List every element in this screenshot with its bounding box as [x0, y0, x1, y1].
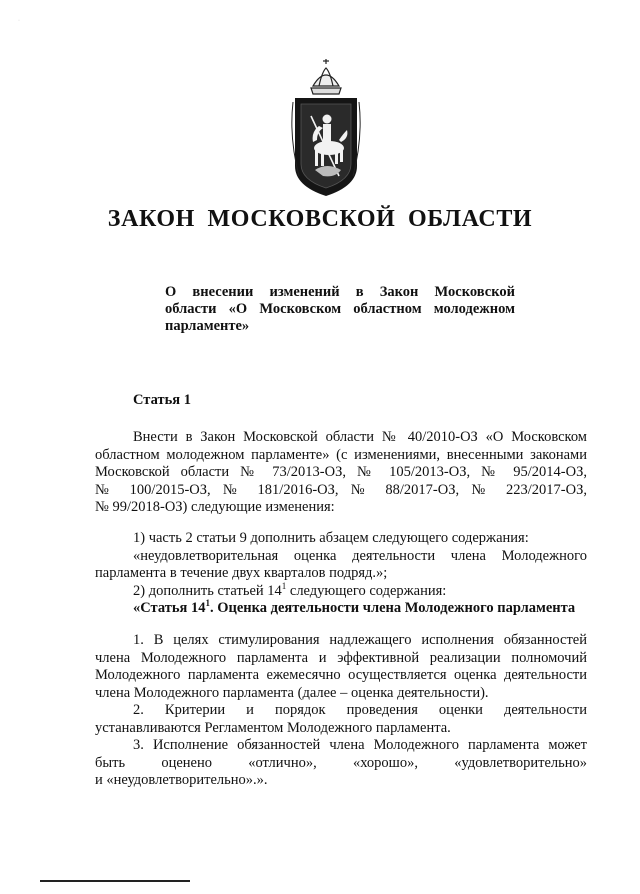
item-2-prefix: 2) дополнить статьей 14 [133, 582, 282, 599]
subtitle-line: области «О Московском областном молодежном [165, 301, 515, 317]
law-title: ЗАКОН МОСКОВСКОЙ ОБЛАСТИ [107, 206, 533, 232]
text-line: 1) часть 2 статьи 9 дополнить абзацем следующего содержания: [133, 530, 529, 546]
footer-rule [40, 880, 190, 882]
text-line: парламента в течение двух кварталов подряд.»; [95, 565, 388, 581]
text-line: Молодежного парламента ежемесячно осуществляется оценка деятельности [95, 667, 587, 683]
new-article-prefix: «Статья 14 [133, 600, 206, 616]
paragraph-2 [95, 702, 587, 737]
new-article-suffix: . Оценка деятельности члена Молодежного парламента [209, 600, 576, 616]
text-line: «неудовлетворительная оценка деятельности члена Молодежного [133, 547, 587, 564]
item-2-line [95, 580, 587, 601]
text-line: быть оценено «отлично», «хорошо», «удовлетворительно» [95, 754, 587, 771]
item-2-suffix: следующего содержания: [286, 582, 447, 599]
text-line: № 99/2018-ОЗ) следующие изменения: [95, 499, 335, 515]
paragraph-1 [95, 632, 587, 702]
text-line: Московской области № 73/2013-ОЗ, № 105/2013-ОЗ, № 95/2014-ОЗ, [95, 464, 587, 480]
intro-paragraph [95, 429, 587, 517]
text-line: областном молодежном парламенте» (с изменениями, внесенными законами [95, 446, 587, 463]
text-line: и «неудовлетворительно».». [95, 772, 268, 788]
scan-speck: · [18, 18, 20, 24]
paragraph-3 [95, 737, 587, 790]
item-2-superscript: 1 [281, 580, 287, 591]
text-line: члена Молодежного парламента (далее – оценка деятельности). [95, 684, 489, 701]
text-line: № 100/2015-ОЗ, № 181/2016-ОЗ, № 88/2017-ОЗ, № 223/2017-ОЗ, [95, 481, 587, 498]
text-line: Внести в Закон Московской области № 40/2010-ОЗ «О Московском [133, 429, 587, 445]
text-line: устанавливаются Регламентом Молодежного парламента. [95, 719, 451, 736]
text-line: члена Молодежного парламента и эффективной реализации полномочий [95, 649, 587, 666]
new-article-superscript: 1 [205, 598, 210, 608]
item-1 [95, 530, 587, 618]
subtitle-line: О внесении изменений в Закон Московской [165, 284, 515, 300]
coat-of-arms-emblem [289, 58, 363, 200]
law-subtitle [165, 284, 515, 335]
article-heading: Статья 1 [133, 392, 191, 408]
text-line: 3. Исполнение обязанностей члена Молодежного парламента может [133, 737, 587, 753]
text-line: 1. В целях стимулирования надлежащего исполнения обязанностей [133, 632, 587, 648]
new-article-heading [95, 600, 587, 618]
subtitle-line: парламенте» [165, 318, 250, 334]
text-line: 2. Критерии и порядок проведения оценки деятельности [133, 702, 587, 718]
